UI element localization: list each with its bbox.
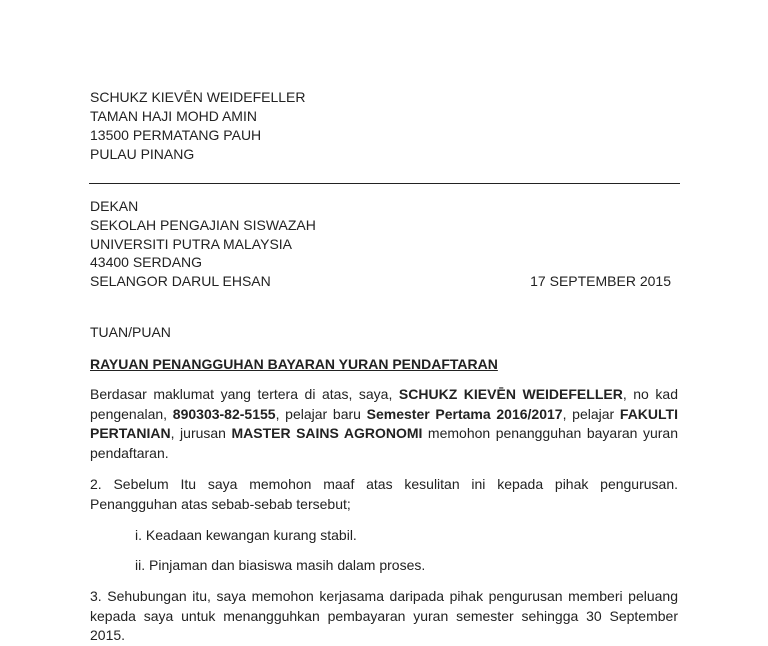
paragraph-2: 2. Sebelum Itu saya memohon maaf atas kesulitan ini kepada pihak pengurusan. Penangguhan atas sebab-sebab tersebut; [90, 476, 678, 512]
recipient-postcode-city: 43400 SERDANG [90, 254, 203, 270]
reason-item-1: i. Keadaan kewangan kurang stabil. [135, 527, 357, 543]
faculty: FAKULTI PERTANIAN [90, 405, 678, 441]
paragraph-1: Berdasar maklumat yang tertera di atas, saya, SCHUKZ KIEVĒN WEIDEFELLER, no kad pengenalan, 890303-82-5155, pelajar baru Semester Pertama 2016/2017, pelajar FAKULTI PERTANIAN, jurusan MASTER SAINS AGRONOMI memohon penangguhan bayaran yuran pendaftaran. [90, 386, 678, 461]
semester: Semester Pertama 2016/2017 [366, 405, 563, 422]
program: MASTER SAINS AGRONOMI [231, 425, 423, 441]
reason-item-2: ii. Pinjaman dan biasiswa masih dalam proses. [135, 557, 426, 573]
letter-subject: RAYUAN PENANGGUHAN BAYARAN YURAN PENDAFTARAN [90, 356, 498, 372]
sender-address-line-3: PULAU PINANG [90, 146, 195, 162]
letter-date: 17 SEPTEMBER 2015 [530, 273, 671, 289]
recipient-university: UNIVERSITI PUTRA MALAYSIA [90, 236, 293, 252]
sender-name: SCHUKZ KIEVĒN WEIDEFELLER [90, 89, 306, 105]
header-divider [89, 183, 680, 184]
salutation: TUAN/PUAN [90, 324, 171, 340]
recipient-title: DEKAN [90, 198, 139, 214]
sender-address-line-1: TAMAN HAJI MOHD AMIN [90, 108, 257, 124]
paragraph-3: 3. Sehubungan itu, saya memohon kerjasama daripada pihak pengurusan memberi peluang kepada saya untuk menangguhkan pembayaran yuran semester sehingga 30 September 2015. [90, 588, 678, 643]
student-name: SCHUKZ KIEVĒN WEIDEFELLER [398, 386, 623, 402]
recipient-state: SELANGOR DARUL EHSAN [90, 273, 271, 289]
sender-address-line-2: 13500 PERMATANG PAUH [90, 127, 262, 143]
recipient-org: SEKOLAH PENGAJIAN SISWAZAH [90, 217, 316, 233]
ic-number: 890303-82-5155 [172, 405, 276, 422]
